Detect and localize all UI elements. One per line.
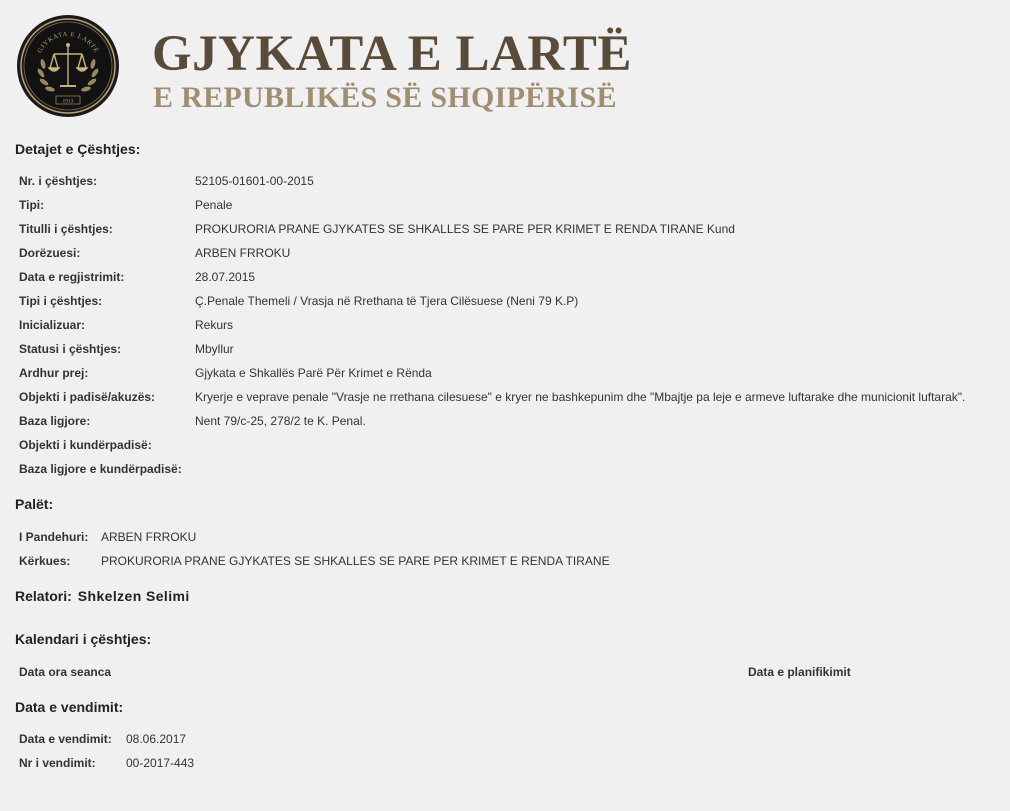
- calendar-heading: Kalendari i çështjes:: [15, 631, 152, 647]
- detail-value: Kryerje e veprave penale "Vrasje ne rrethana cilesuese" e kryer ne bashkepunim dhe "Mbajtje pa leje e armeve luftarake dhe municionit luftarak".: [195, 390, 966, 404]
- court-seal-logo: [16, 14, 120, 118]
- site-header: [16, 14, 716, 118]
- detail-label: Baza ligjore e kundërpadisë:: [19, 462, 182, 476]
- detail-value: Mbyllur: [195, 342, 234, 356]
- detail-value: Penale: [195, 198, 233, 212]
- detail-label: Objekti i kundërpadisë:: [19, 438, 152, 452]
- party-value: PROKURORIA PRANE GJYKATES SE SHKALLES SE PARE PER KRIMET E RENDA TIRANE: [101, 554, 610, 568]
- calendar-col-session-datetime: Data ora seanca: [19, 665, 112, 679]
- detail-label: Data e regjistrimit:: [19, 270, 125, 284]
- decision-label: Nr i vendimit:: [19, 756, 96, 770]
- detail-value: ARBEN FRROKU: [195, 246, 291, 260]
- detail-label: Titulli i çështjes:: [19, 222, 113, 236]
- detail-label: Dorëzuesi:: [19, 246, 81, 260]
- detail-label: Ardhur prej:: [19, 366, 89, 380]
- detail-label: Inicializuar:: [19, 318, 86, 332]
- detail-value: PROKURORIA PRANE GJYKATES SE SHKALLES SE PARE PER KRIMET E RENDA TIRANE Kund: [195, 222, 735, 236]
- court-subtitle: E REPUBLIKËS SË SHQIPËRISË: [153, 81, 617, 114]
- detail-label: Objekti i padisë/akuzës:: [19, 390, 156, 404]
- detail-label: Statusi i çështjes:: [19, 342, 122, 356]
- decision-value: 00-2017-443: [126, 756, 195, 770]
- calendar-table-header: [19, 660, 919, 684]
- detail-value: Ç.Penale Themeli / Vrasja në Rrethana të Tjera Cilësuese (Neni 79 K.P): [195, 294, 579, 308]
- decision-label: Data e vendimit:: [19, 732, 112, 746]
- detail-label: Tipi:: [19, 198, 45, 212]
- seal-top-text: GJYKATA E LARTË: [36, 30, 100, 55]
- detail-label: Tipi i çështjes:: [19, 294, 103, 308]
- parties-heading: Palët:: [15, 496, 54, 512]
- party-label: I Pandehuri:: [19, 530, 89, 544]
- decision-value: 08.06.2017: [126, 732, 187, 746]
- detail-label: Baza ligjore:: [19, 414, 91, 428]
- detail-value: 52105-01601-00-2015: [195, 174, 314, 188]
- detail-value: 28.07.2015: [195, 270, 256, 284]
- party-value: ARBEN FRROKU: [101, 530, 197, 544]
- relator: [15, 588, 190, 604]
- calendar-col-planning-date: Data e planifikimit: [748, 665, 851, 679]
- detail-label: Nr. i çështjes:: [19, 174, 98, 188]
- decision-heading: Data e vendimit:: [15, 699, 124, 715]
- case-details-heading: Detajet e Çështjes:: [15, 141, 141, 157]
- detail-value: Rekurs: [195, 318, 234, 332]
- court-title: GJYKATA E LARTË: [152, 26, 632, 82]
- detail-value: Gjykata e Shkallës Parë Për Krimet e Rënda: [195, 366, 432, 380]
- relator-name: Shkelzen Selimi: [77, 588, 190, 604]
- party-label: Kërkues:: [19, 554, 71, 568]
- seal-year: 1913: [62, 98, 74, 105]
- relator-label: Relatori:: [15, 588, 72, 604]
- detail-value: Nent 79/c-25, 278/2 te K. Penal.: [195, 414, 366, 428]
